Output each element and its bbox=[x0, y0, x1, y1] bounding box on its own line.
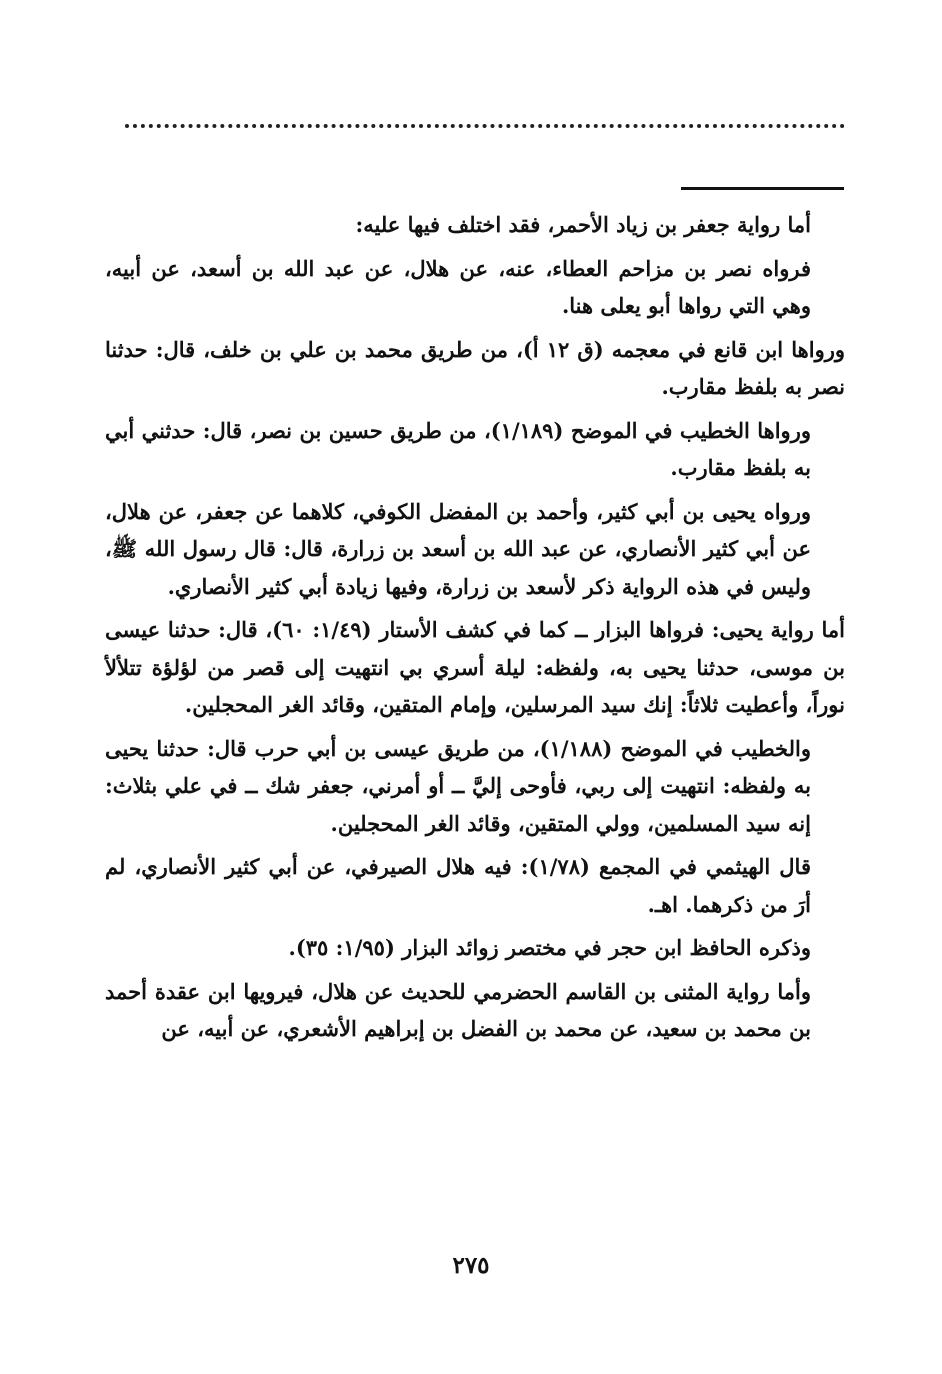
paragraph-10: وأما رواية المثنى بن القاسم الحضرمي للحديث عن هلال، فيرويها ابن عقدة أحمد بن محمد بن سعيد، عن محمد بن الفضل بن إبراهيم الأشعري، عن أبيه، عن bbox=[105, 978, 811, 1041]
paragraph-6: أما رواية يحيى: فرواها البزار ــ كما في كشف الأستار (١/٤٩: ٦٠)، قال: حدثنا عيسى بن موسى، حدثنا يحيى به، ولفظه: ليلة أسري بي انتهيت إلى قصر من لؤلؤة تتلألأ نوراً، وأعطيت ثلاثاً: إنك سيد المرسلين، وإمام المتقين، وقائد الغر المحجلين. bbox=[105, 617, 845, 717]
page-number: ٢٧٥ bbox=[452, 1252, 490, 1279]
paragraph-9: وذكره الحافظ ابن حجر في مختصر زوائد البزار (١/٩٥: ٣٥). bbox=[288, 935, 811, 960]
paragraph-3: ورواها ابن قانع في معجمه (ق ١٢ أ)، من طريق محمد بن علي بن خلف، قال: حدثنا نصر به بلفظ مقارب. bbox=[105, 336, 845, 399]
paragraph-7: والخطيب في الموضح (١/١٨٨)، من طريق عيسى بن أبي حرب قال: حدثنا يحيى به ولفظه: انتهيت إلى ربي، فأوحى إليَّ ــ أو أمرني، جعفر شك ــ في علي بثلاث: إنه سيد المسلمين، وولي المتقين، وقائد الغر المحجلين. bbox=[105, 735, 811, 836]
header-dotted-rule bbox=[125, 124, 845, 128]
paragraph-1: أما رواية جعفر بن زياد الأحمر، فقد اختلف فيها عليه: bbox=[355, 212, 811, 237]
paragraph-8: قال الهيثمي في المجمع (١/٧٨): فيه هلال الصيرفي، عن أبي كثير الأنصاري، لم أرَ من ذكرهما. اهـ. bbox=[105, 854, 811, 917]
footnote-text-block bbox=[105, 206, 845, 1054]
footnote-separator-rule bbox=[681, 187, 844, 190]
paragraph-2: فرواه نصر بن مزاحم العطاء، عنه، عن هلال، عن عبد الله بن أسعد، عن أبيه، وهي التي رواها أبو يعلى هنا. bbox=[105, 255, 811, 318]
paragraph-4: ورواها الخطيب في الموضح (١/١٨٩)، من طريق حسين بن نصر، قال: حدثني أبي به بلفظ مقارب. bbox=[105, 417, 811, 480]
paragraph-5: ورواه يحيى بن أبي كثير، وأحمد بن المفضل الكوفي، كلاهما عن جعفر، عن هلال، عن أبي كثير الأنصاري، عن عبد الله بن أسعد بن زرارة، قال: قال رسول الله ﷺ، وليس في هذه الرواية ذكر لأسعد بن زرارة، وفيها زيادة أبي كثير الأنصاري. bbox=[105, 498, 811, 599]
